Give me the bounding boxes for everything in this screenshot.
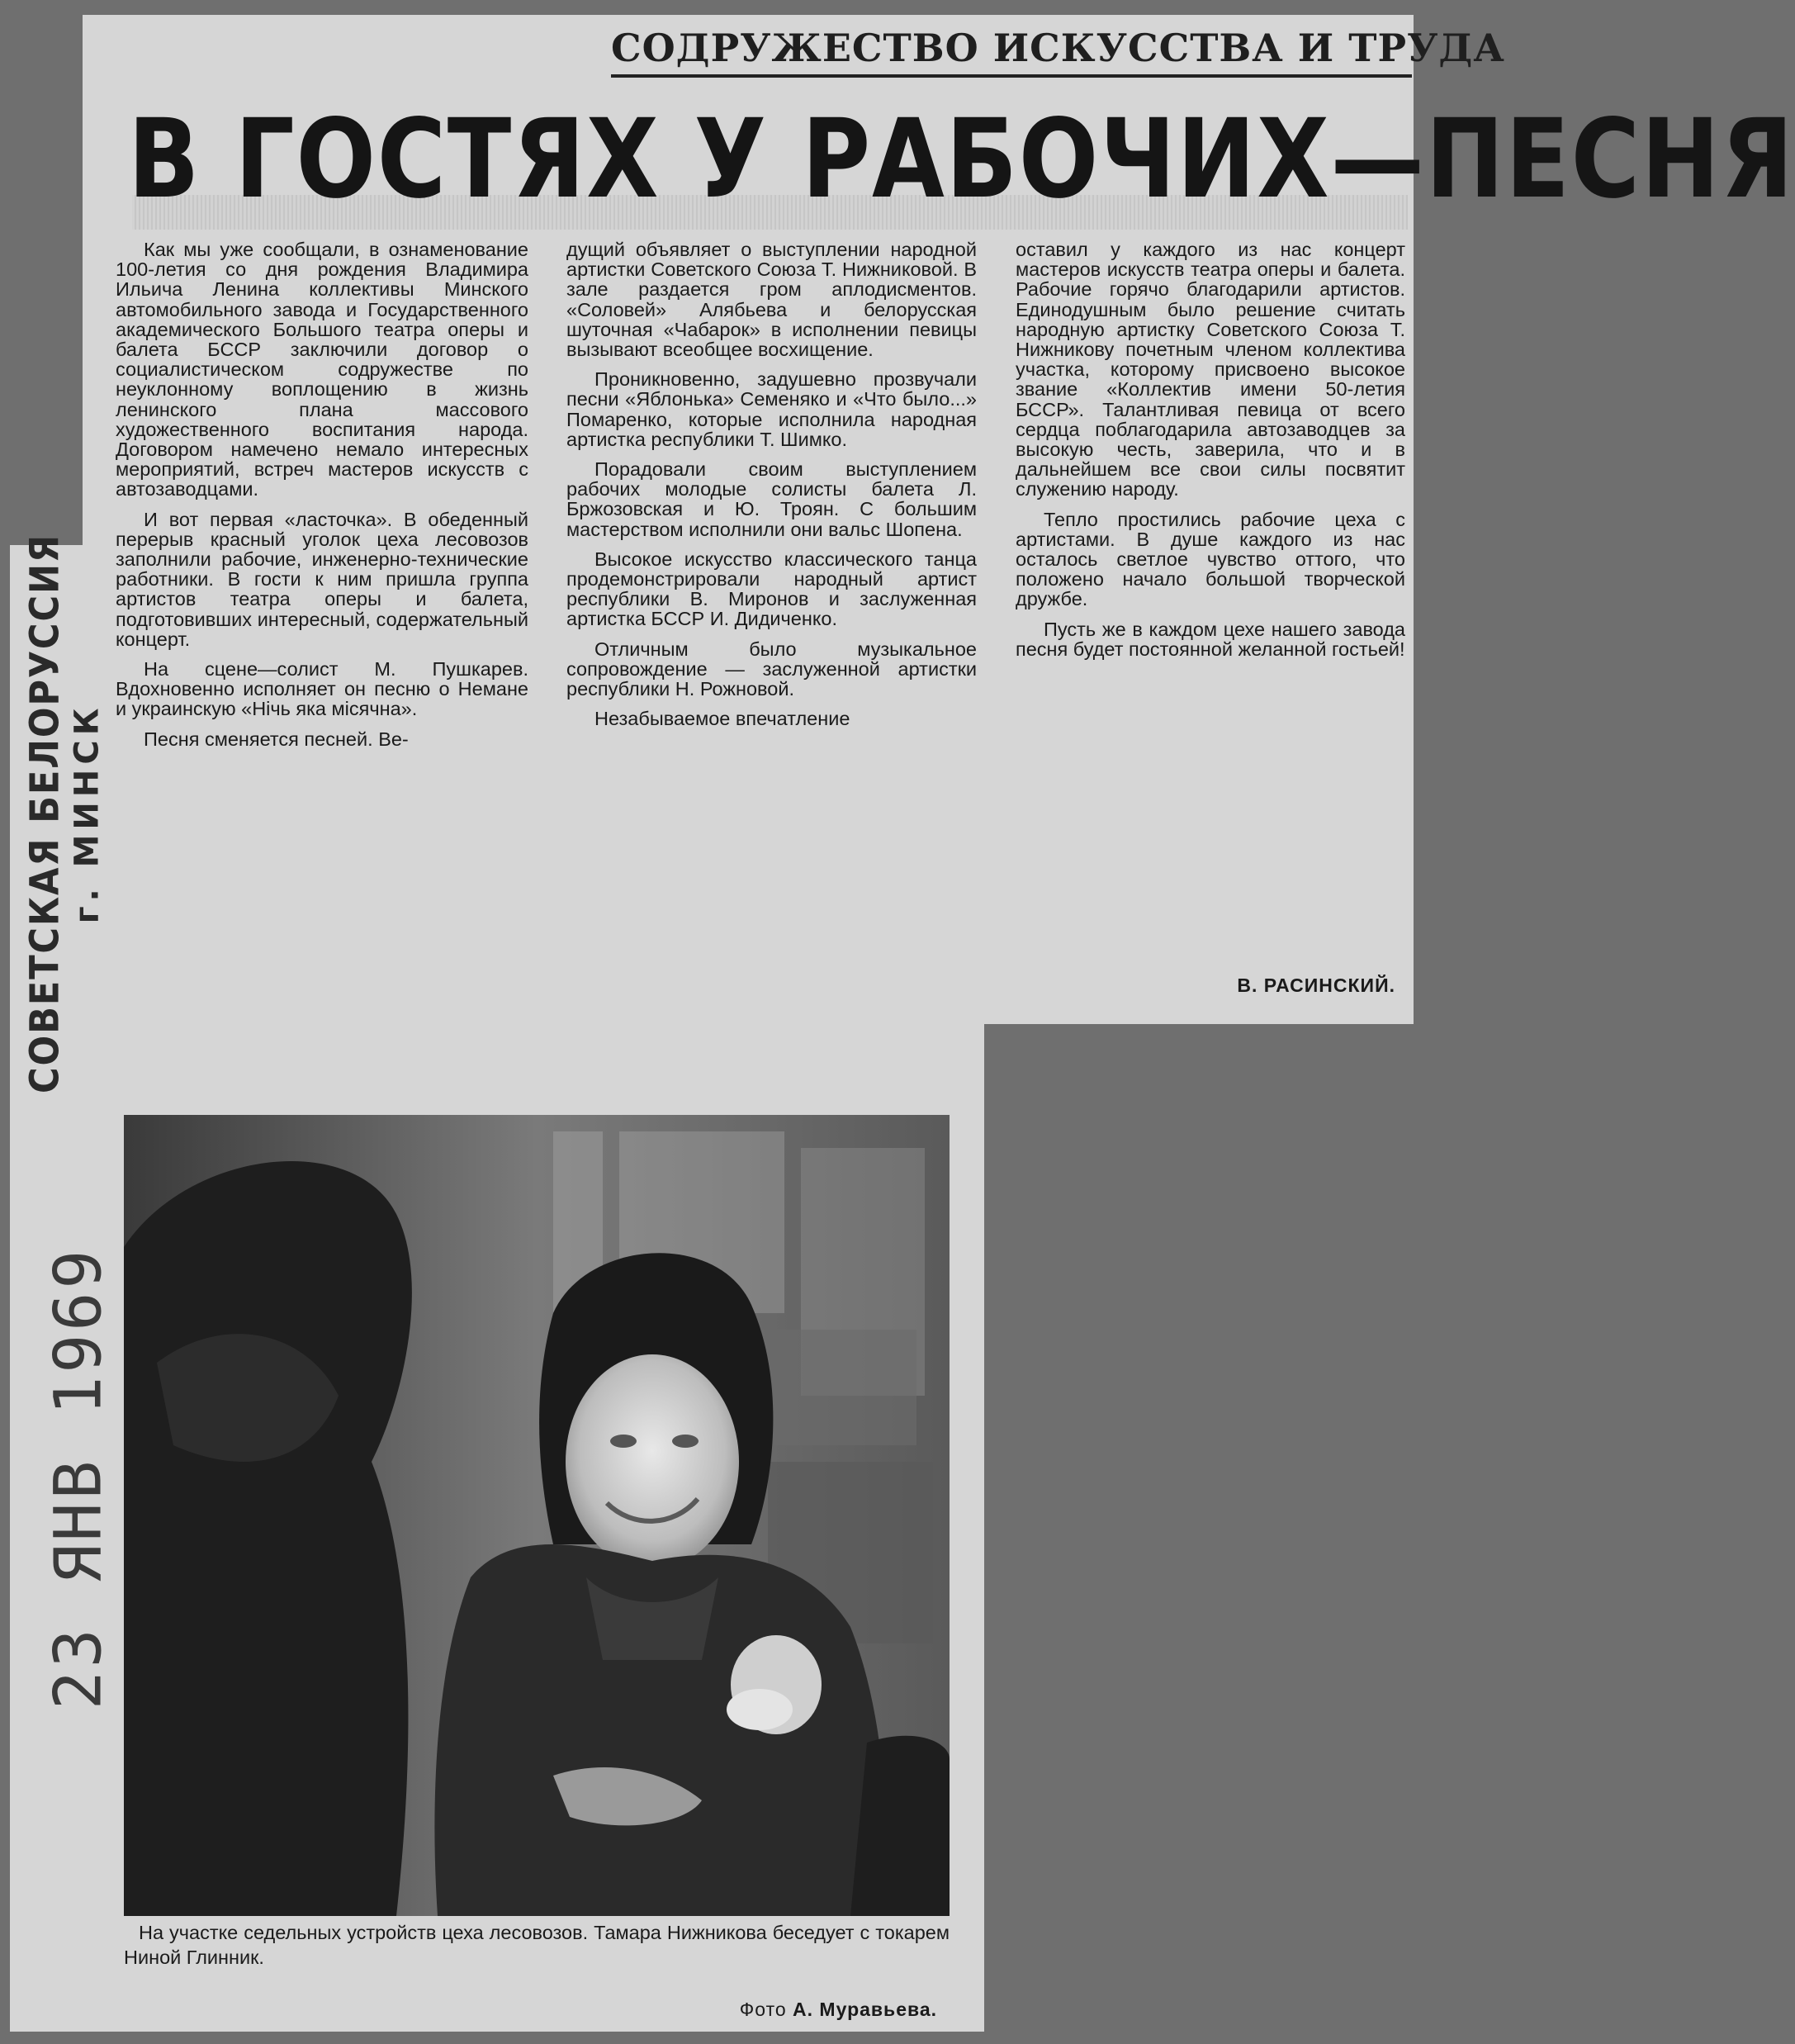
paragraph: оставил у каждого из нас концерт мастеров искусств театра оперы и балета. Рабочие горячо благодарили артистов. Единодушным было решение считать народную артистку Советского Союза Т. Нижникову почетным членом коллектива участка, которому присвоено высокое звание «Коллектив имени 50-летия БССР». Талантливая певица от всего сердца поблагодарила автозаводцев за высокую честь, заверила, что и в дальнейшем все свои силы посвятит служению народу.: [1016, 239, 1405, 500]
stamp-newspaper-name: СОВЕТСКАЯ БЕЛОРУССИЯ: [22, 534, 69, 1093]
photo-caption: На участке седельных устройств цеха лесовозов. Тамара Нижникова беседует с токарем Ниной Глинник.: [124, 1922, 950, 1968]
paragraph: Пусть же в каждом цехе нашего завода песня будет постоянной желанной гостьей!: [1016, 618, 1405, 660]
photo-illustration: [124, 1115, 950, 1916]
paragraph: дущий объявляет о выступлении народной артистки Советского Союза Т. Нижниковой. В зале раздается гром аплодисментов. «Соловей» Алябьева и белорусская шуточная «Чабарок» в исполнении певицы вызывают всеобщее восхищение.: [566, 239, 977, 361]
paragraph: Высокое искусство классического танца продемонстрировали народный артист республики В. Миронов и заслуженная артистка БССР И. Дидиченко.: [566, 548, 977, 630]
stamp-date-text: 23 ЯНВ 1969: [41, 1246, 116, 1710]
paragraph: Проникновенно, задушевно прозвучали песни «Яблонька» Семеняко и «Что было...» Помаренко, которые исполнила народная артистка республики Т. Шимко.: [566, 368, 977, 450]
paragraph: Незабываемое впечатление: [594, 708, 850, 730]
newspaper-stamp: [22, 534, 107, 1093]
photo-credit: [495, 1999, 937, 2023]
section-rubric: СОДРУЖЕСТВО ИСКУССТВА И ТРУДА: [611, 23, 1412, 78]
paragraph: Отличным было музыкальное сопровождение — заслуженной артистки республики Н. Рожновой.: [566, 638, 977, 700]
stamp-city: г. МИНСК: [69, 703, 107, 924]
paragraph: Как мы уже сообщали, в ознаменование 100-летия со дня рождения Владимира Ильича Ленина коллективы Минского автомобильного завода и Государственного академического Большого театра оперы и балета БССР заключили договор о социалистическом содружестве по неуклонному воплощению в жизнь ленинского плана массового художественного воспитания народа. Договором намечено немало интересных мероприятий, встреч мастеров искусств с автозаводцами.: [116, 239, 528, 500]
photo-credit-label: Фото: [739, 1999, 793, 2020]
article-photo: [124, 1115, 950, 1916]
headline: В ГОСТЯХ У РАБОЧИХ—ПЕСНЯ: [128, 96, 1795, 223]
article-column-3: [1016, 239, 1405, 1016]
paragraph: Песня сменяется песней. Ве-: [144, 728, 409, 750]
paragraph: На сцене—солист М. Пушкарев. Вдохновенно исполняет он песню о Немане и украинскую «Нiчь яка мiсячна».: [116, 658, 528, 720]
article-column-1: [116, 239, 528, 1078]
photo-credit-name: А. Муравьева.: [793, 1999, 937, 2020]
date-stamp: [33, 1246, 124, 1710]
paragraph: И вот первая «ласточка». В обеденный перерыв красный уголок цеха лесовозов заполнили рабочие, инженерно-технические работники. В гости к ним пришла группа артистов театра оперы и балета, подготовивших интересный, содержательный концерт.: [116, 508, 528, 650]
author-byline: В. РАСИНСКИЙ.: [1237, 975, 1395, 996]
paragraph: Порадовали своим выступлением рабочих молодые солисты балета Л. Бржозовская и Ю. Троян. С большим мастерством исполнили они вальс Шопена.: [566, 458, 977, 540]
paragraph: Тепло простились рабочие цеха с артистами. В душе каждого из нас осталось светлое чувство оттого, что положено начало большой творческой дружбе.: [1016, 508, 1405, 610]
article-column-2: [566, 239, 977, 1078]
